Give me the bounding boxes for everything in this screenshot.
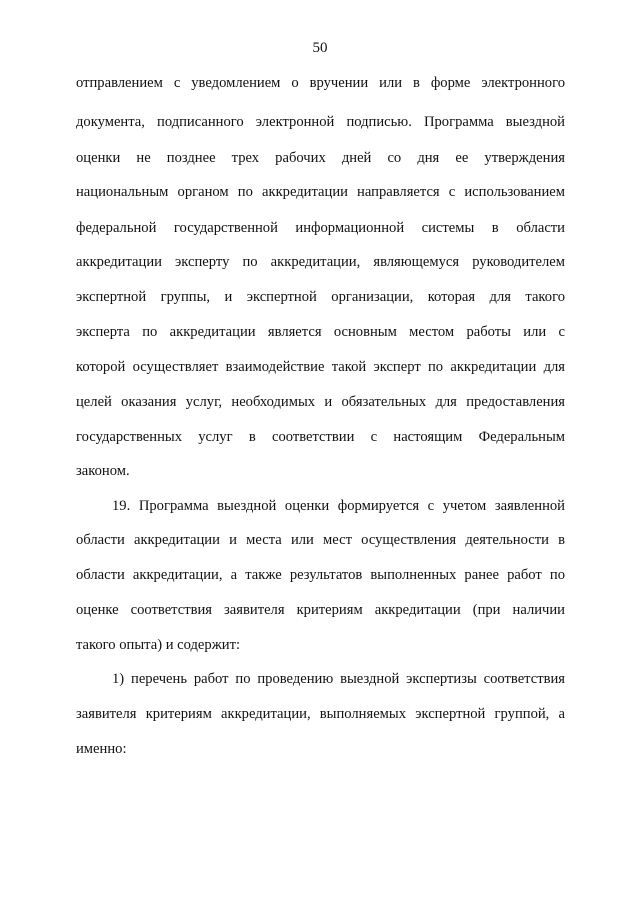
text-line: экспертной группы, и экспертной организации, которая для такого <box>76 289 565 305</box>
text-line: такого опыта) и содержит: <box>76 637 241 653</box>
text-line: оценке соответствия заявителя критериям аккредитации (при наличии <box>76 602 565 618</box>
text-line: оценки не позднее трех рабочих дней со дня ее утверждения <box>76 150 565 166</box>
text-line: области аккредитации, а также результатов выполненных ранее работ по <box>76 567 565 583</box>
text-line: государственных услуг в соответствии с настоящим Федеральным <box>76 429 565 445</box>
text-line: национальным органом по аккредитации направляется с использованием <box>76 184 565 200</box>
list-item-1-first-line: 1) перечень работ по проведению выездной экспертизы соответствия <box>112 671 565 687</box>
paragraph-19-first-line: 19. Программа выездной оценки формируется с учетом заявленной <box>112 498 565 514</box>
text-line: законом. <box>76 463 130 479</box>
text-line: которой осуществляет взаимодействие такой эксперт по аккредитации для <box>76 359 565 375</box>
text-line: области аккредитации и места или мест осуществления деятельности в <box>76 532 565 548</box>
text-line: федеральной государственной информационной системы в области <box>76 220 565 236</box>
text-line: заявителя критериям аккредитации, выполняемых экспертной группой, а <box>76 706 565 722</box>
text-line: отправлением с уведомлением о вручении или в форме электронного <box>76 75 565 91</box>
text-line: именно: <box>76 741 127 757</box>
text-line: аккредитации эксперту по аккредитации, являющемуся руководителем <box>76 254 565 270</box>
text-line: эксперта по аккредитации является основным местом работы или с <box>76 324 565 340</box>
page-number: 50 <box>312 40 328 56</box>
text-line: целей оказания услуг, необходимых и обязательных для предоставления <box>76 394 565 410</box>
text-line: документа, подписанного электронной подписью. Программа выездной <box>76 114 565 130</box>
